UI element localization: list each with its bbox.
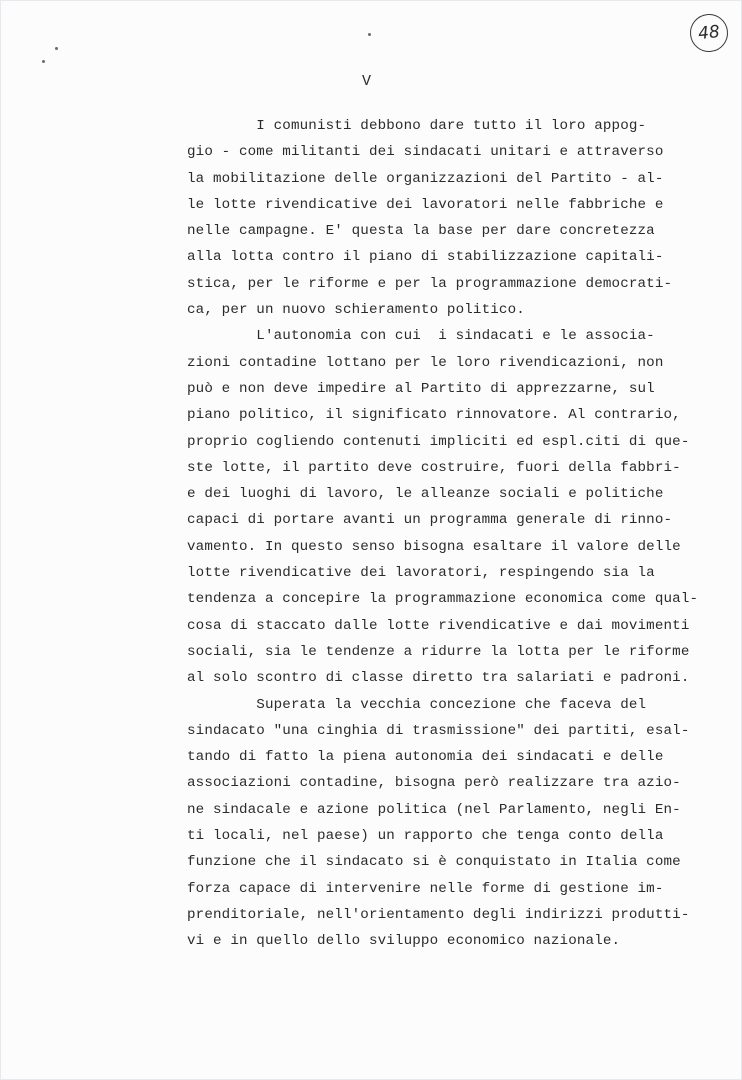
text-line: zioni contadine lottano per le loro rivendicazioni, non — [187, 354, 664, 371]
text-line: tendenza a concepire la programmazione economica come qual- — [187, 591, 699, 608]
text-line: associazioni contadine, bisogna però realizzare tra azio- — [187, 775, 681, 792]
text-line: vi e in quello dello sviluppo economico nazionale. — [187, 933, 621, 950]
text-line: ste lotte, il partito deve costruire, fuori della fabbri- — [187, 459, 681, 476]
margin-mark — [368, 33, 371, 36]
text-line: può e non deve impedire al Partito di apprezzarne, sul — [187, 380, 655, 397]
text-line: funzione che il sindacato si è conquistato in Italia come — [187, 854, 681, 871]
text-line: lotte rivendicative dei lavoratori, respingendo sia la — [187, 565, 655, 582]
text-line: stica, per le riforme e per la programmazione democrati- — [187, 275, 673, 292]
text-line: al solo scontro di classe diretto tra salariati e padroni. — [187, 670, 690, 687]
text-line: nelle campagne. E' questa la base per dare concretezza — [187, 223, 655, 240]
text-line: gio - come militanti dei sindacati unitari e attraverso — [187, 144, 664, 161]
text-line: ca, per un nuovo schieramento politico. — [187, 302, 525, 319]
text-line: Superata la vecchia concezione che faceva del — [187, 696, 647, 713]
text-line: ti locali, nel paese) un rapporto che tenga conto della — [187, 828, 664, 845]
margin-mark — [55, 47, 58, 50]
page-number: 48 — [697, 21, 721, 45]
text-line: L'autonomia con cui i sindacati e le associa- — [187, 328, 655, 345]
text-line: tando di fatto la piena autonomia dei sindacati e delle — [187, 749, 664, 766]
text-line: forza capace di intervenire nelle forme di gestione im- — [187, 880, 664, 897]
typewritten-text — [187, 113, 707, 955]
text-line: prenditoriale, nell'orientamento degli indirizzi produtti- — [187, 906, 690, 923]
margin-mark — [42, 60, 45, 63]
text-line: piano politico, il significato rinnovatore. Al contrario, — [187, 407, 681, 424]
text-line: ne sindacale e azione politica (nel Parlamento, negli En- — [187, 801, 681, 818]
page-number-circled — [688, 12, 730, 54]
text-line: cosa di staccato dalle lotte rivendicative e dai movimenti — [187, 617, 690, 634]
text-line: sociali, sia le tendenze a ridurre la lotta per le riforme — [187, 643, 690, 660]
text-line: proprio cogliendo contenuti impliciti ed espl.citi di que- — [187, 433, 690, 450]
text-line: vamento. In questo senso bisogna esaltare il valore delle — [187, 538, 681, 555]
text-line: I comunisti debbono dare tutto il loro appog- — [187, 118, 647, 134]
text-line: la mobilitazione delle organizzazioni del Partito - al- — [187, 170, 664, 187]
text-line: sindacato "una cinghia di trasmissione" dei partiti, esal- — [187, 722, 690, 739]
text-line: le lotte rivendicative dei lavoratori nelle fabbriche e — [187, 196, 664, 213]
text-line: capaci di portare avanti un programma generale di rinno- — [187, 512, 673, 529]
text-line: alla lotta contro il piano di stabilizzazione capitali- — [187, 249, 664, 266]
chapter-heading: V — [362, 73, 372, 90]
text-line: e dei luoghi di lavoro, le alleanze sociali e politiche — [187, 486, 664, 503]
